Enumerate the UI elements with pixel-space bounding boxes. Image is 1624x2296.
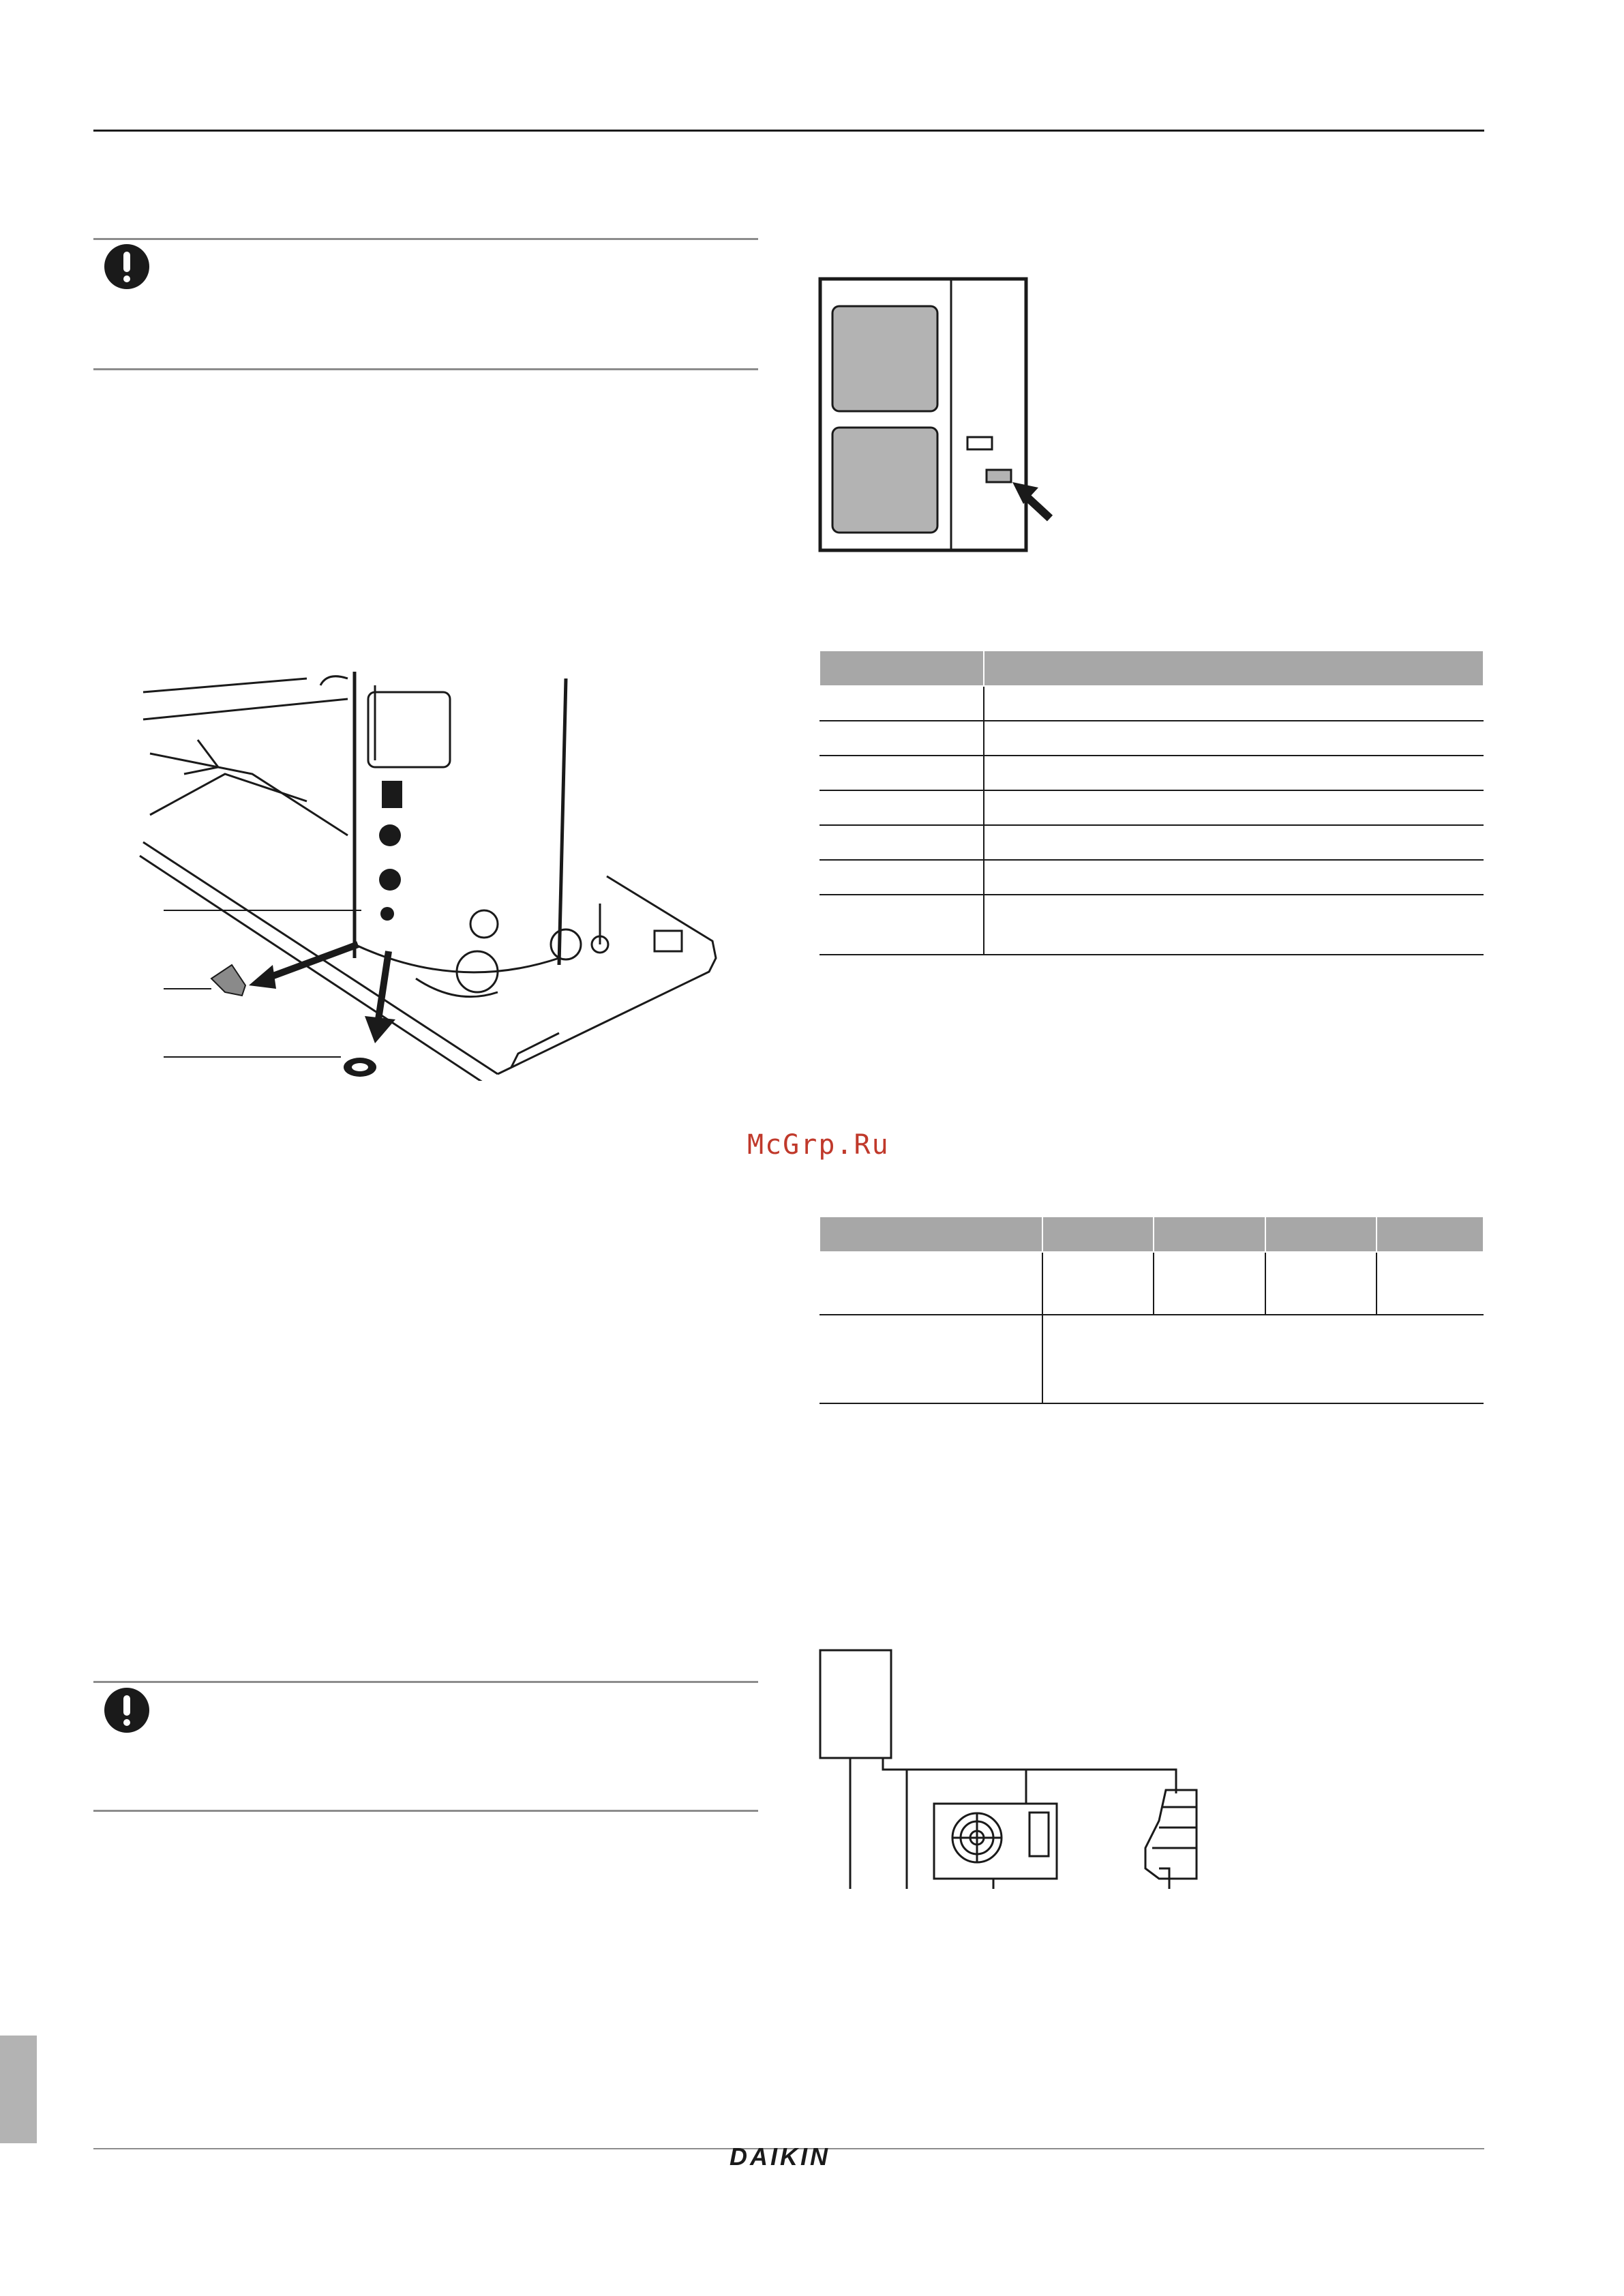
table-row xyxy=(819,1252,1484,1315)
chapter-tab xyxy=(0,2036,37,2143)
exclamation-icon xyxy=(104,1688,149,1733)
notice-top-rule xyxy=(93,238,758,240)
notice-bottom-rule-2 xyxy=(93,1810,758,1812)
table-row xyxy=(819,1315,1484,1403)
table-row xyxy=(819,895,1484,955)
table-row xyxy=(819,790,1484,825)
notice-bottom-rule xyxy=(93,368,758,370)
table-row xyxy=(819,756,1484,790)
exclamation-icon xyxy=(104,244,149,289)
table-2 xyxy=(819,1217,1484,1404)
table-row xyxy=(819,860,1484,895)
table-row xyxy=(819,686,1484,721)
header-rule xyxy=(93,130,1484,132)
outdoor-unit-figure xyxy=(815,276,1074,556)
wiring-figure xyxy=(815,1643,1224,1889)
watermark: McGrp.Ru xyxy=(747,1129,890,1161)
notice-top-rule-2 xyxy=(93,1681,758,1683)
table-row xyxy=(819,825,1484,860)
compressor-figure xyxy=(130,672,730,1081)
table-1 xyxy=(819,651,1484,955)
table-row xyxy=(819,721,1484,756)
brand-logo: DAIKIN xyxy=(730,2143,830,2171)
